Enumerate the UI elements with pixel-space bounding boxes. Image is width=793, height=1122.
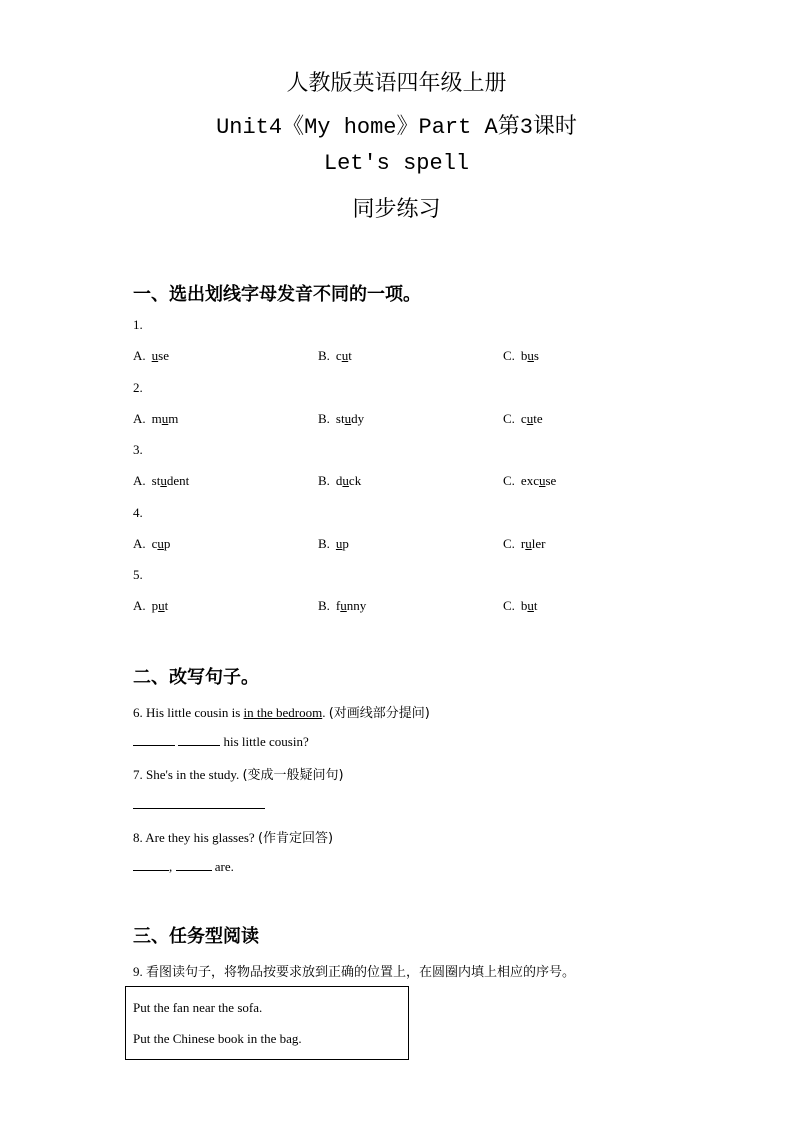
- option-label: B.: [318, 598, 330, 613]
- box-line-2: Put the Chinese book in the bag.: [133, 1031, 302, 1046]
- answer-6: [133, 733, 309, 750]
- instruction-note: (对画线部分提问): [328, 706, 430, 721]
- section-1-heading: 一、选出划线字母发音不同的一项。: [133, 284, 421, 305]
- title-line-3: Let's spell: [323, 151, 470, 176]
- underlined-letter: u: [527, 348, 534, 363]
- answer-text: are.: [211, 859, 234, 874]
- question-text: She's in the study.: [146, 767, 240, 782]
- option-label: A.: [133, 535, 146, 551]
- option-word-end: p: [163, 535, 171, 551]
- option-word-start: st: [335, 410, 345, 426]
- underlined-phrase: in the bedroom: [243, 705, 323, 720]
- option-word-start: d: [335, 473, 343, 488]
- underlined-letter: u: [526, 410, 534, 426]
- underlined-letter: u: [525, 535, 532, 551]
- option-label: A.: [133, 348, 146, 363]
- instruction-note: (作肯定回答): [257, 831, 334, 846]
- option-label: C.: [503, 598, 515, 613]
- option-word-start: r: [520, 535, 526, 551]
- option-word-start: p: [151, 598, 159, 613]
- underlined-letter: u: [157, 535, 164, 551]
- question-number: 4.: [133, 504, 143, 520]
- option-label: C.: [503, 410, 515, 426]
- answer-blank[interactable]: [178, 733, 220, 746]
- question-number: 2.: [133, 379, 143, 395]
- question-text: Are they his glasses?: [145, 830, 255, 845]
- underlined-letter: u: [158, 598, 165, 613]
- option-b[interactable]: [318, 473, 361, 489]
- answer-8: [133, 858, 234, 875]
- underlined-letter: u: [341, 348, 349, 363]
- question-text: His little cousin is: [146, 705, 244, 720]
- option-word-end: se: [545, 473, 557, 488]
- option-word-end: p: [342, 535, 349, 551]
- option-label: C.: [503, 348, 515, 363]
- underlined-letter: u: [527, 598, 534, 613]
- option-c[interactable]: [503, 598, 538, 614]
- title-line-1: 人教版英语四年级上册: [286, 70, 507, 95]
- question-text-end: .: [322, 705, 326, 720]
- option-label: A.: [133, 410, 146, 426]
- option-label: B.: [318, 473, 330, 488]
- section-3-heading: 三、任务型阅读: [133, 926, 259, 947]
- question-number: 9.: [133, 964, 143, 979]
- question-number: 5.: [133, 567, 143, 582]
- option-c[interactable]: [503, 536, 545, 552]
- answer-blank[interactable]: [133, 858, 169, 871]
- option-a[interactable]: [133, 536, 170, 552]
- option-word-start: f: [335, 598, 341, 613]
- question-number: 8.: [133, 830, 143, 845]
- option-label: A.: [133, 473, 146, 488]
- question-number: 1.: [133, 317, 143, 332]
- underlined-letter: u: [335, 535, 343, 551]
- underlined-letter: u: [344, 410, 352, 426]
- option-word-start: exc: [520, 473, 539, 488]
- answer-blank[interactable]: [176, 858, 212, 871]
- option-a[interactable]: [133, 473, 189, 489]
- box-line-1: Put the fan near the sofa.: [133, 1000, 263, 1015]
- title-line-4: 同步练习: [352, 196, 441, 221]
- answer-7-line[interactable]: [133, 796, 265, 809]
- question-number: 3.: [133, 442, 143, 457]
- option-label: B.: [318, 410, 330, 426]
- option-word-start: st: [151, 473, 161, 488]
- underlined-letter: u: [538, 473, 546, 488]
- question-number: 7.: [133, 767, 143, 782]
- underlined-letter: u: [342, 473, 349, 488]
- title-line-2: Unit4《My home》Part A第3课时: [216, 115, 577, 140]
- option-label: C.: [503, 473, 515, 488]
- answer-separator: ,: [169, 859, 173, 874]
- option-label: C.: [503, 535, 515, 551]
- option-word-end: s: [533, 348, 539, 363]
- option-word-end: t: [533, 598, 538, 613]
- option-word-end: ler: [531, 535, 546, 551]
- option-c[interactable]: [503, 473, 556, 489]
- option-b[interactable]: [318, 536, 349, 552]
- option-word-start: b: [520, 348, 528, 363]
- option-word-end: dent: [166, 473, 190, 488]
- option-c[interactable]: [503, 348, 539, 364]
- underlined-letter: u: [161, 410, 169, 426]
- option-word-end: t: [348, 348, 352, 363]
- option-word-end: dy: [351, 410, 365, 426]
- answer-text: his little cousin?: [220, 734, 309, 749]
- instruction-box: [125, 986, 409, 1060]
- option-label: B.: [318, 535, 330, 551]
- question-instruction: 看图读句子，将物品按要求放到正确的位置上，在圆圈内填上相应的序号。: [146, 965, 576, 980]
- option-a[interactable]: [133, 598, 168, 614]
- option-b[interactable]: [318, 411, 364, 427]
- option-a[interactable]: [133, 411, 178, 427]
- option-word-start: c: [520, 410, 527, 426]
- option-word-end: nny: [346, 598, 367, 613]
- option-word-end: ck: [348, 473, 362, 488]
- question-6: [133, 702, 430, 721]
- option-b[interactable]: [318, 598, 366, 614]
- question-number: 6.: [133, 705, 143, 720]
- answer-blank[interactable]: [133, 733, 175, 746]
- question-8: [133, 827, 333, 846]
- underlined-letter: u: [151, 348, 159, 363]
- option-label: B.: [318, 348, 330, 363]
- option-a[interactable]: [133, 348, 169, 364]
- option-word-end: m: [168, 410, 179, 426]
- option-b[interactable]: [318, 348, 352, 364]
- underlined-letter: u: [160, 473, 167, 488]
- option-word-start: c: [151, 535, 158, 551]
- underlined-letter: u: [340, 598, 347, 613]
- option-word-end: t: [164, 598, 169, 613]
- instruction-note: (变成一般疑问句): [242, 768, 344, 783]
- section-2-heading: 二、改写句子。: [133, 667, 259, 688]
- option-word-start: b: [520, 598, 528, 613]
- option-label: A.: [133, 598, 146, 613]
- question-9: [133, 961, 575, 980]
- option-word-start: m: [151, 410, 162, 426]
- option-word-end: se: [158, 348, 169, 363]
- option-c[interactable]: [503, 411, 543, 427]
- question-7: [133, 764, 344, 783]
- option-word-start: c: [335, 348, 342, 363]
- option-word-end: te: [533, 410, 543, 426]
